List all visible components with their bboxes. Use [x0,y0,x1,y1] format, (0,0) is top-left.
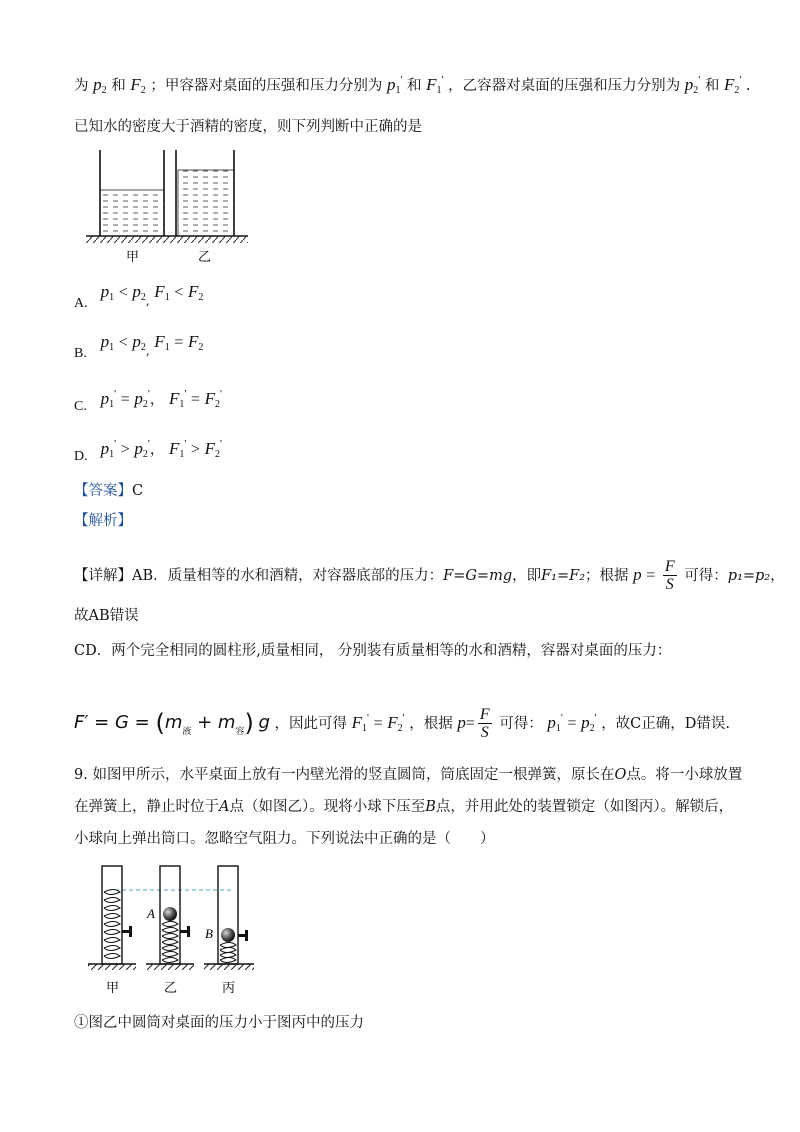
detail-line: 【详解】AB．质量相等的水和酒精，对容器底部的压力：F=G=mg，即F₁=F₂；根据 p = $\frac{F}{S}$ 可得：p₁=p₂， [74,557,785,593]
detail-conclusion: 故AB错误 [74,608,139,624]
liquid-right [178,170,234,236]
F2-prime-symbol: $F_2'$ [723,74,742,96]
caption-jia: 甲 [106,981,120,996]
table-hatch [86,236,248,243]
caption-bing: 丙 [222,981,236,996]
answer-tag: 【答案】 [74,483,132,499]
analysis-line [74,511,132,531]
cd-formula-line: $F' = G = (m_液 + m_容)$ g ，因此可得 $F_1' = F_2'$ ，根据 p= $\frac{F}{S}$ 可得： $p_1' = p_2'$ ，故C正确，D错误. [74,705,731,741]
container-label-left: 甲 [126,250,140,265]
intro-line-1: 为 $p_2$ 和 $F_2$ ；甲容器对桌面的压强和压力分别为 $p_1'$ 和 $F_1'$ ，乙容器对桌面的压强和压力分别为 $p_2'$ 和 $F_2'$ . [74,74,751,96]
intro-line-2: 已知水的密度大于酒精的密度，则下列判断中正确的是 [74,119,422,135]
ball-yi [163,907,177,921]
F1-prime-symbol: $F_1'$ [426,74,444,96]
p1-prime-symbol: $p_1'$ [386,74,403,96]
tube-yi [146,866,194,970]
figure-containers [82,144,282,274]
tube-jia [88,866,136,970]
cd-line: CD．两个完全相同的圆柱形,质量相同， 分别装有质量相等的水和酒精，容器对桌面的压力： [74,643,672,659]
caption-yi: 乙 [164,981,178,996]
liquid-left [100,190,164,236]
F2-symbol: $F_2$ [130,75,146,96]
option-c[interactable]: C. $p_1' = p_2'$， $F_1' = F_2'$ [74,388,222,414]
q9-line-1: 9. 如图甲所示，水平桌面上放有一内壁光滑的竖直圆筒，筒底固定一根弹簧，原长在O点。将一小球放置 [74,767,743,783]
p2-prime-symbol: $p_2'$ [684,74,701,96]
label-b: B [205,926,213,941]
statement-1: ①图乙中圆筒对桌面的压力小于图丙中的压力 [74,1015,364,1031]
fraction-F-over-S: $\frac{F}{S}$ [664,557,675,593]
option-a[interactable]: A. $p_1 < p_{2,}$ $F_1 < F_2$ [74,282,204,311]
answer-line [74,481,143,501]
analysis-tag: 【解析】 [74,513,132,529]
answer-value: C [132,483,144,499]
q9-line-3: 小球向上弹出筒口。忽略空气阻力。下列说法中正确的是（ ） [74,831,495,847]
ball-bing [221,928,235,942]
container-label-right: 乙 [198,250,212,265]
label-a: A [147,906,155,921]
figure-tubes [84,858,284,998]
p2-symbol: $p_2$ [93,75,107,96]
option-d[interactable]: D. $p_1' > p_2'$， $F_1' > F_2'$ [74,438,222,464]
q9-line-2: 在弹簧上，静止时位于A点（如图乙）。现将小球下压至B点，并用此处的装置锁定（如图丙）。解锁后， [74,799,734,815]
detail-tag: 【详解】 [74,568,132,584]
option-b[interactable]: B. $p_1 < p_{2,}$ $F_1 = F_2$ [74,332,204,361]
tube-bing [204,866,254,970]
